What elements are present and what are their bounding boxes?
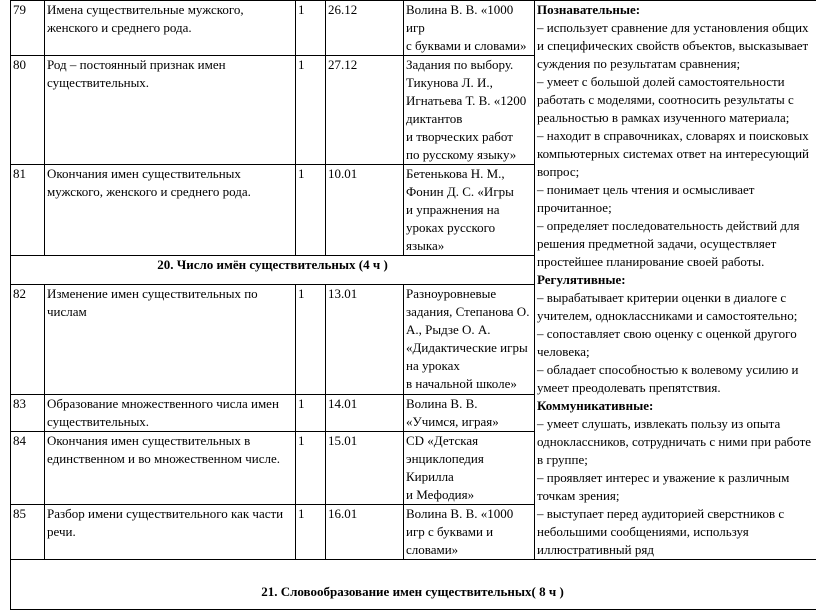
resource-line: по русскому языку» — [406, 146, 532, 164]
resource-line: диктантов — [406, 110, 532, 128]
lesson-date: 13.01 — [326, 285, 404, 394]
resource-line: Волина В. В. «1000 — [406, 1, 532, 19]
lesson-number: 81 — [11, 165, 45, 256]
competences-cell — [535, 1, 816, 560]
competence-item: – обладает способностью к волевому усилию и умеет преодолевать препятствия. — [537, 361, 814, 397]
resource-line: игр — [406, 19, 532, 37]
lesson-resources — [404, 504, 535, 559]
competence-item: – умеет слушать, извлекать пользу из опыта одноклассников, сотрудничать с ними при работе в группе; — [537, 415, 814, 469]
section-heading: 20. Число имён существительных (4 ч ) — [11, 256, 535, 285]
lesson-hours: 1 — [296, 431, 326, 504]
lesson-plan-table — [10, 0, 816, 610]
resource-line: Волина В. В. — [406, 395, 532, 413]
lesson-hours: 1 — [296, 56, 326, 165]
resource-line: Задания по выбору. — [406, 56, 532, 74]
lesson-date: 26.12 — [326, 1, 404, 56]
competence-item: – выступает перед аудиторией сверстников с небольшими сообщениями, используя иллюстративный ряд — [537, 505, 814, 559]
lesson-resources — [404, 431, 535, 504]
lesson-hours: 1 — [296, 285, 326, 394]
lesson-date: 14.01 — [326, 394, 404, 431]
resource-line: Разноуровневые — [406, 285, 532, 303]
block-title: Регулятивные: — [537, 271, 814, 289]
lesson-number: 85 — [11, 504, 45, 559]
lesson-number: 84 — [11, 431, 45, 504]
resource-line: Бетенькова Н. М., — [406, 165, 532, 183]
lesson-topic: Образование множественного числа имен существительных. — [45, 394, 296, 431]
resource-line: Кирилла — [406, 468, 532, 486]
lesson-resources — [404, 1, 535, 56]
competence-item: – понимает цель чтения и осмысливает прочитанное; — [537, 181, 814, 217]
lesson-hours: 1 — [296, 165, 326, 256]
competence-item: – умеет с большой долей самостоятельности работать с моделями, соотносить результаты с реальностью в рамках изученного материала; — [537, 73, 814, 127]
resource-line: CD «Детская — [406, 432, 532, 450]
resource-line: энциклопедия — [406, 450, 532, 468]
resource-line: Игнатьева Т. В. «1200 — [406, 92, 532, 110]
lesson-resources — [404, 56, 535, 165]
resource-line: «Дидактические игры — [406, 339, 532, 357]
resource-line: задания, Степанова О. — [406, 303, 532, 321]
lesson-topic: Имена существительные мужского, женского и среднего рода. — [45, 1, 296, 56]
competence-item: – вырабатывает критерии оценки в диалоге с учителем, одноклассниками и самостоятельно; — [537, 289, 814, 325]
lesson-resources — [404, 394, 535, 431]
block-title: Коммуникативные: — [537, 397, 814, 415]
lesson-hours: 1 — [296, 504, 326, 559]
lesson-topic: Окончания имен существительных в единственном и во множественном числе. — [45, 431, 296, 504]
competence-item: – проявляет интерес и уважение к различным точкам зрения; — [537, 469, 814, 505]
resource-line: и упражнения на — [406, 201, 532, 219]
lesson-hours: 1 — [296, 1, 326, 56]
section-heading: 21. Словообразование имен существительных( 8 ч ) — [11, 560, 816, 610]
resource-line: и творческих работ — [406, 128, 532, 146]
competence-item: – находит в справочниках, словарях и поисковых компьютерных системах ответ на интересующий вопрос; — [537, 127, 814, 181]
communicative-block — [537, 397, 814, 559]
resource-line: Тикунова Л. И., — [406, 74, 532, 92]
resource-line: уроках русского — [406, 219, 532, 237]
lesson-hours: 1 — [296, 394, 326, 431]
lesson-topic: Окончания имен существительных мужского, женского и среднего рода. — [45, 165, 296, 256]
lesson-date: 15.01 — [326, 431, 404, 504]
resource-line: словами» — [406, 541, 532, 559]
lesson-date: 27.12 — [326, 56, 404, 165]
lesson-topic: Разбор имени существительного как части речи. — [45, 504, 296, 559]
resource-line: А., Рыдзе О. А. — [406, 321, 532, 339]
lesson-topic: Изменение имен существительных по числам — [45, 285, 296, 394]
resource-line: языка» — [406, 237, 532, 255]
resource-line: и Мефодия» — [406, 486, 532, 504]
resource-line: Фонин Д. С. «Игры — [406, 183, 532, 201]
block-title: Познавательные: — [537, 1, 814, 19]
lesson-topic: Род – постоянный признак имен существительных. — [45, 56, 296, 165]
resource-line: Волина В. В. «1000 — [406, 505, 532, 523]
resource-line: игр с буквами и — [406, 523, 532, 541]
regulatory-block — [537, 271, 814, 397]
lesson-date: 10.01 — [326, 165, 404, 256]
cognitive-block — [537, 1, 814, 271]
resource-line: «Учимся, играя» — [406, 413, 532, 431]
competence-item: – использует сравнение для установления общих и специфических свойств объектов, высказывает суждения по результатам сравнения; — [537, 19, 814, 73]
resource-line: на уроках — [406, 357, 532, 375]
competence-item: – определяет последовательность действий для решения предметной задачи, осуществляет простейшее планирование своей работы. — [537, 217, 814, 271]
lesson-date: 16.01 — [326, 504, 404, 559]
lesson-resources — [404, 165, 535, 256]
lesson-resources — [404, 285, 535, 394]
resource-line: в начальной школе» — [406, 375, 532, 393]
lesson-number: 82 — [11, 285, 45, 394]
resource-line: с буквами и словами» — [406, 37, 532, 55]
lesson-number: 80 — [11, 56, 45, 165]
section-row — [11, 560, 816, 610]
lesson-number: 79 — [11, 1, 45, 56]
lesson-number: 83 — [11, 394, 45, 431]
table-row — [11, 1, 816, 56]
competence-item: – сопоставляет свою оценку с оценкой другого человека; — [537, 325, 814, 361]
